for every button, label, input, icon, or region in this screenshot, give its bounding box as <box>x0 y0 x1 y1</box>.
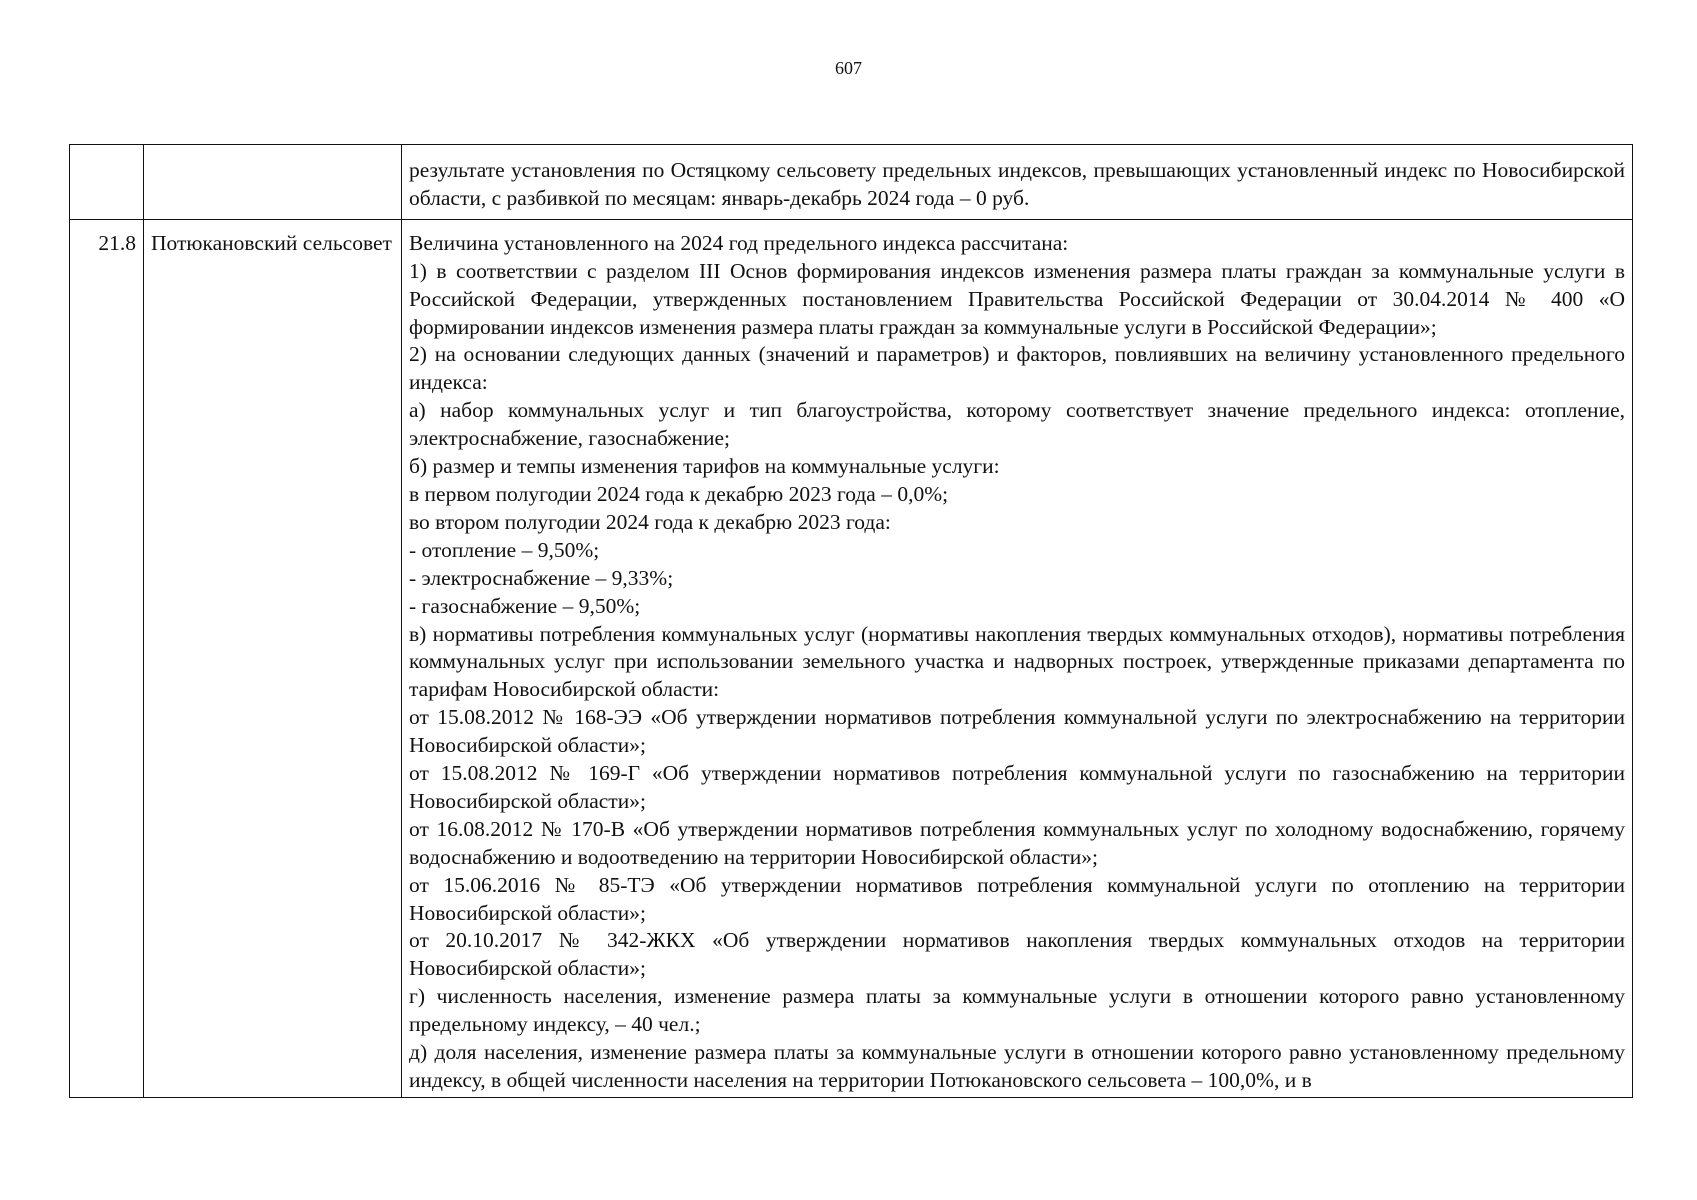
municipality-name-cell: Потюкановский сельсовет <box>144 219 402 1097</box>
paragraph: от 15.08.2012 № 168-ЭЭ «Об утверждении нормативов потребления коммунальной услуги по электроснабжению на территории Новосибирской области»; <box>409 705 1625 758</box>
document-table <box>69 144 1633 1098</box>
paragraph: - отопление – 9,50%; <box>409 537 600 562</box>
paragraph: - газоснабжение – 9,50%; <box>409 593 641 618</box>
paragraph: б) размер и темпы изменения тарифов на коммунальные услуги: <box>409 454 1000 479</box>
paragraph: Величина установленного на 2024 год предельного индекса рассчитана: <box>409 230 1069 255</box>
page-number: 607 <box>835 58 862 78</box>
paragraph: - электроснабжение – 9,33%; <box>409 565 674 590</box>
paragraph: г) численность населения, изменение размера платы за коммунальные услуги в отношении которого равно установленному предельному индексу, – 40 чел.; <box>409 984 1625 1037</box>
description-cell <box>402 145 1633 220</box>
paragraph: от 16.08.2012 № 170-В «Об утверждении нормативов потребления коммунальных услуг по холодному водоснабжению, горячему водоснабжению и водоотведению на территории Новосибирской области»; <box>409 816 1625 869</box>
paragraph: результате установления по Остяцкому сельсовету предельных индексов, превышающих установленный индекс по Новосибирской области, с разбивкой по месяцам: январь-декабрь 2024 года – 0 руб. <box>409 158 1625 210</box>
row-number-cell <box>70 145 144 220</box>
table-row <box>70 219 1633 1097</box>
paragraph: 1) в соответствии с разделом III Основ формирования индексов изменения размера платы граждан за коммунальные услуги в Российской Федерации, утвержденных постановлением Правительства Российской Федерации от 30.04.2014 № 400 «О формировании индексов изменения размера платы граждан за коммунальные услуги в Российской Федерации»; <box>409 258 1625 339</box>
paragraph: д) доля населения, изменение размера платы за коммунальные услуги в отношении которого равно установленному предельному индексу, в общей численности населения на территории Потюкановского сельсовета – 100,0%, и в <box>409 1040 1625 1092</box>
paragraph: 2) на основании следующих данных (значений и параметров) и факторов, повлиявших на величину установленного предельного индекса: <box>409 342 1625 395</box>
paragraph: в первом полугодии 2024 года к декабрю 2023 года – 0,0%; <box>409 481 949 506</box>
municipality-name-cell <box>144 145 402 220</box>
paragraph: от 15.08.2012 № 169-Г «Об утверждении нормативов потребления коммунальной услуги по газоснабжению на территории Новосибирской области»; <box>409 761 1625 813</box>
paragraph: а) набор коммунальных услуг и тип благоустройства, которому соответствует значение предельного индекса: отопление, электроснабжение, газоснабжение; <box>409 398 1625 451</box>
paragraph: в) нормативы потребления коммунальных услуг (нормативы накопления твердых коммунальных отходов), нормативы потребления коммунальных услуг при использовании земельного участка и надворных построек, утвержденные приказами департамента по тарифам Новосибирской области: <box>409 621 1625 702</box>
paragraph: во втором полугодии 2024 года к декабрю 2023 года: <box>409 509 891 534</box>
paragraph: от 15.06.2016 № 85-ТЭ «Об утверждении нормативов потребления коммунальной услуги по отоплению на территории Новосибирской области»; <box>409 872 1625 925</box>
table-row <box>70 145 1633 220</box>
paragraph: от 20.10.2017 № 342-ЖКХ «Об утверждении нормативов накопления твердых коммунальных отходов на территории Новосибирской области»; <box>409 928 1625 981</box>
row-number-cell: 21.8 <box>70 219 144 1097</box>
description-cell <box>402 219 1633 1097</box>
